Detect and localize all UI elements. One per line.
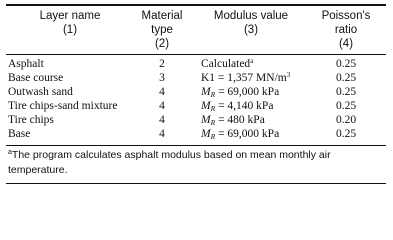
modulus-text: = 4,140 kPa bbox=[215, 100, 274, 112]
row-2-material-type: 3 bbox=[159, 72, 165, 84]
row-5-material-type: 4 bbox=[159, 114, 165, 126]
row-5-modulus bbox=[201, 114, 265, 129]
unit-exponent: 3 bbox=[286, 71, 291, 79]
header-layer-name bbox=[30, 9, 110, 37]
row-1-modulus bbox=[201, 58, 253, 71]
header-line: type bbox=[151, 24, 173, 36]
modulus-symbol: M bbox=[201, 128, 211, 140]
row-3-layer-name: Outwash sand bbox=[8, 86, 73, 98]
header-line: Layer name bbox=[39, 10, 101, 22]
modulus-symbol: M bbox=[201, 114, 211, 126]
row-2-poisson: 0.25 bbox=[335, 72, 357, 84]
bottom-rule bbox=[6, 183, 386, 184]
row-5-layer-name: Tire chips bbox=[8, 114, 54, 126]
modulus-subscript: R bbox=[210, 118, 216, 127]
modulus-subscript: R bbox=[210, 90, 216, 99]
header-modulus-value bbox=[206, 9, 296, 37]
header-line: Poisson's bbox=[321, 10, 371, 22]
row-3-modulus bbox=[201, 86, 279, 101]
row-2-modulus bbox=[201, 72, 290, 85]
header-line: (4) bbox=[338, 38, 354, 50]
modulus-text: = 480 kPa bbox=[215, 114, 265, 126]
modulus-symbol: M bbox=[201, 86, 211, 98]
header-poissons-ratio bbox=[316, 9, 376, 51]
row-1-material-type: 2 bbox=[159, 58, 165, 70]
modulus-text: K1 = 1,357 MN/m bbox=[201, 72, 287, 84]
row-3-material-type: 4 bbox=[159, 86, 165, 98]
row-4-material-type: 4 bbox=[159, 100, 165, 112]
row-1-poisson: 0.25 bbox=[335, 58, 357, 70]
footnote-text: The program calculates asphalt modulus based on mean monthly air temperature. bbox=[8, 149, 331, 176]
footnote-mark: a bbox=[250, 57, 254, 65]
table-footnote bbox=[8, 148, 386, 178]
modulus-subscript: R bbox=[210, 132, 216, 141]
header-line: (2) bbox=[154, 38, 170, 50]
row-4-layer-name: Tire chips-sand mixture bbox=[8, 100, 118, 112]
modulus-text: = 69,000 kPa bbox=[215, 86, 280, 98]
header-line: Modulus value bbox=[213, 10, 289, 22]
row-4-modulus bbox=[201, 100, 273, 115]
row-5-poisson: 0.20 bbox=[335, 114, 357, 126]
top-rule bbox=[6, 4, 386, 6]
header-rule bbox=[6, 54, 386, 55]
body-rule bbox=[6, 145, 386, 146]
row-3-poisson: 0.25 bbox=[335, 86, 357, 98]
header-material-type bbox=[132, 9, 192, 51]
row-2-layer-name: Base course bbox=[8, 72, 64, 84]
modulus-text: Calculated bbox=[201, 58, 251, 70]
row-6-material-type: 4 bbox=[159, 128, 165, 140]
row-6-layer-name: Base bbox=[8, 128, 31, 140]
row-6-modulus bbox=[201, 128, 279, 143]
modulus-text: = 69,000 kPa bbox=[215, 128, 280, 140]
header-line: ratio bbox=[334, 24, 358, 36]
modulus-symbol: M bbox=[201, 100, 211, 112]
header-line: (3) bbox=[243, 24, 259, 36]
modulus-subscript: R bbox=[210, 104, 216, 113]
row-1-layer-name: Asphalt bbox=[8, 58, 44, 70]
row-6-poisson: 0.25 bbox=[335, 128, 357, 140]
header-line: (1) bbox=[62, 24, 78, 36]
footnote-mark: a bbox=[8, 149, 12, 156]
row-4-poisson: 0.25 bbox=[335, 100, 357, 112]
header-line: Material bbox=[141, 10, 183, 22]
